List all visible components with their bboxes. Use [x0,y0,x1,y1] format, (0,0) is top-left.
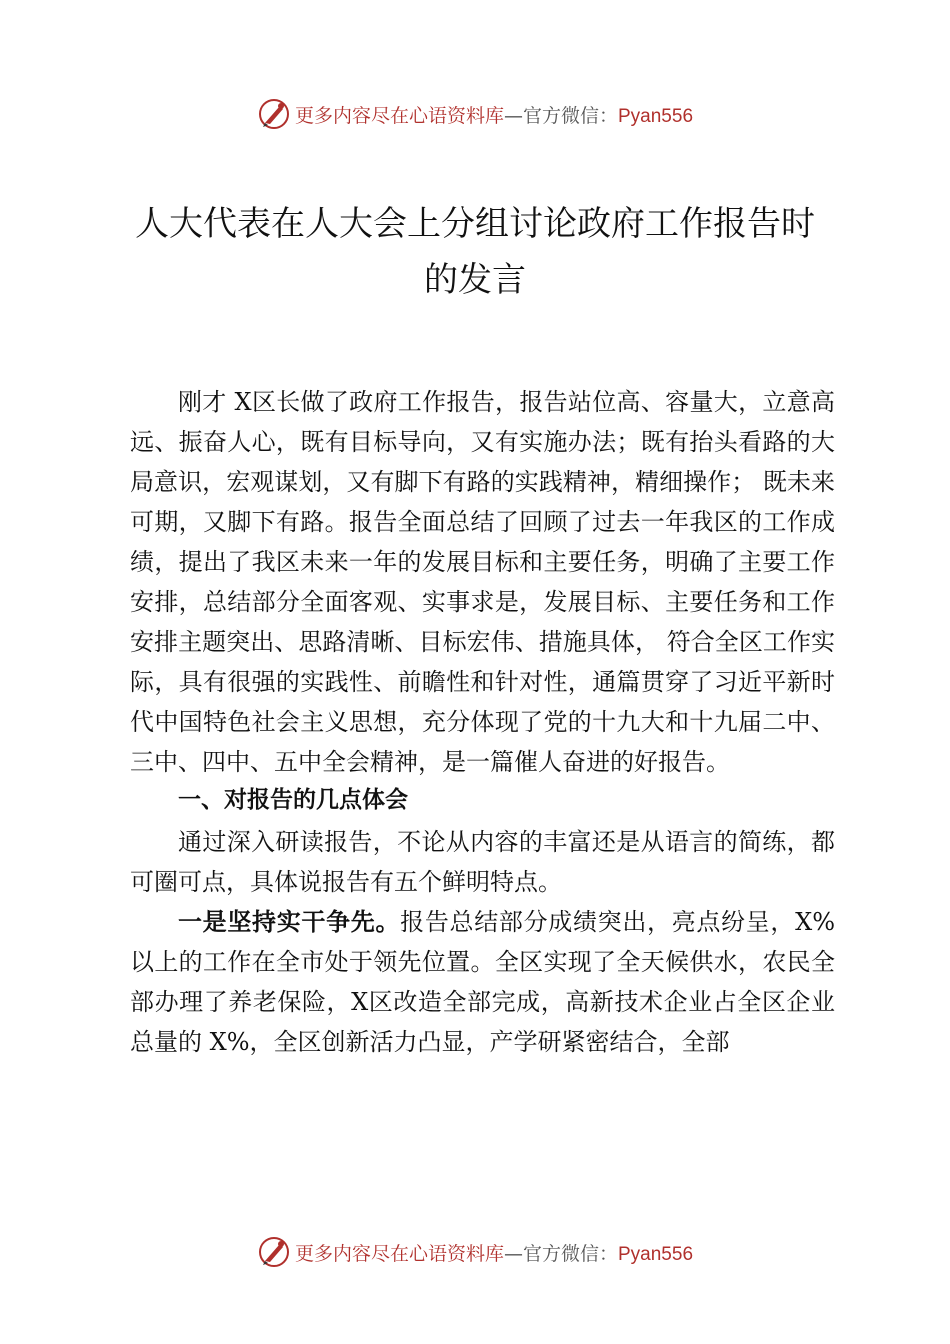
watermark-sub: —官方微信： [503,104,618,127]
paragraph-overview: 通过深入研读报告，不论从内容的丰富还是从语言的简练，都可圈可点，具体说报告有五个鲜明特点。 [130,828,835,896]
watermark-text [295,1239,693,1266]
footer-watermark-banner [0,1232,950,1272]
paragraph-point-1 [130,902,835,1062]
section-heading-1: 一、对报告的几点体会 [178,787,408,813]
title-line-1: 人大代表在人大会上分组讨论政府工作报告时 [135,204,815,244]
document-title [110,196,840,308]
watermark-sub: —官方微信： [503,1242,618,1265]
pen-logo-icon [257,97,291,131]
title-line-2: 的发言 [424,260,526,300]
watermark-wechat-id: Pyan556 [618,1243,694,1265]
watermark-wechat-id: Pyan556 [618,105,694,127]
watermark-text [295,101,693,128]
header-watermark-banner [0,94,950,134]
point-1-lead: 一是坚持实干争先。 [178,907,401,936]
pen-logo-icon [257,1235,291,1269]
paragraph-intro: 刚才 X区长做了政府工作报告，报告站位高、容量大，立意高远、振奋人心，既有目标导向，又有实施办法；既有抬头看路的大局意识，宏观谋划，又有脚下有路的实践精神，精细操作； 既未来可期，又脚下有路。报告全面总结了回顾了过去一年我区的工作成绩，提出了我区未来一年的发展目标和主要任务，明确了主要工作安排，总结部分全面客观、实事求是，发展目标、主要任务和工作安排主题突出、思路清晰、目标宏伟、措施具体， 符合全区工作实际，具有很强的实践性、前瞻性和针对性，通篇贯穿了习近平新时代中国特色社会主义思想，充分体现了党的十九大和十九届二中、三中、四中、五中全会精神，是一篇催人奋进的好报告。 [130,388,835,776]
point-1-body: 报告总结部分成绩突出，亮点纷呈，X%以上的工作在全市处于领先位置。全区实现了全天候供水，农民全部办理了养老保险，X区改造全部完成，高新技术企业占全区企业总量的 X%，全区创新活力凸显，产学研紧密结合，全部 [130,908,836,1056]
watermark-main: 更多内容尽在心语资料库 [294,1242,504,1265]
watermark-main: 更多内容尽在心语资料库 [294,104,504,127]
